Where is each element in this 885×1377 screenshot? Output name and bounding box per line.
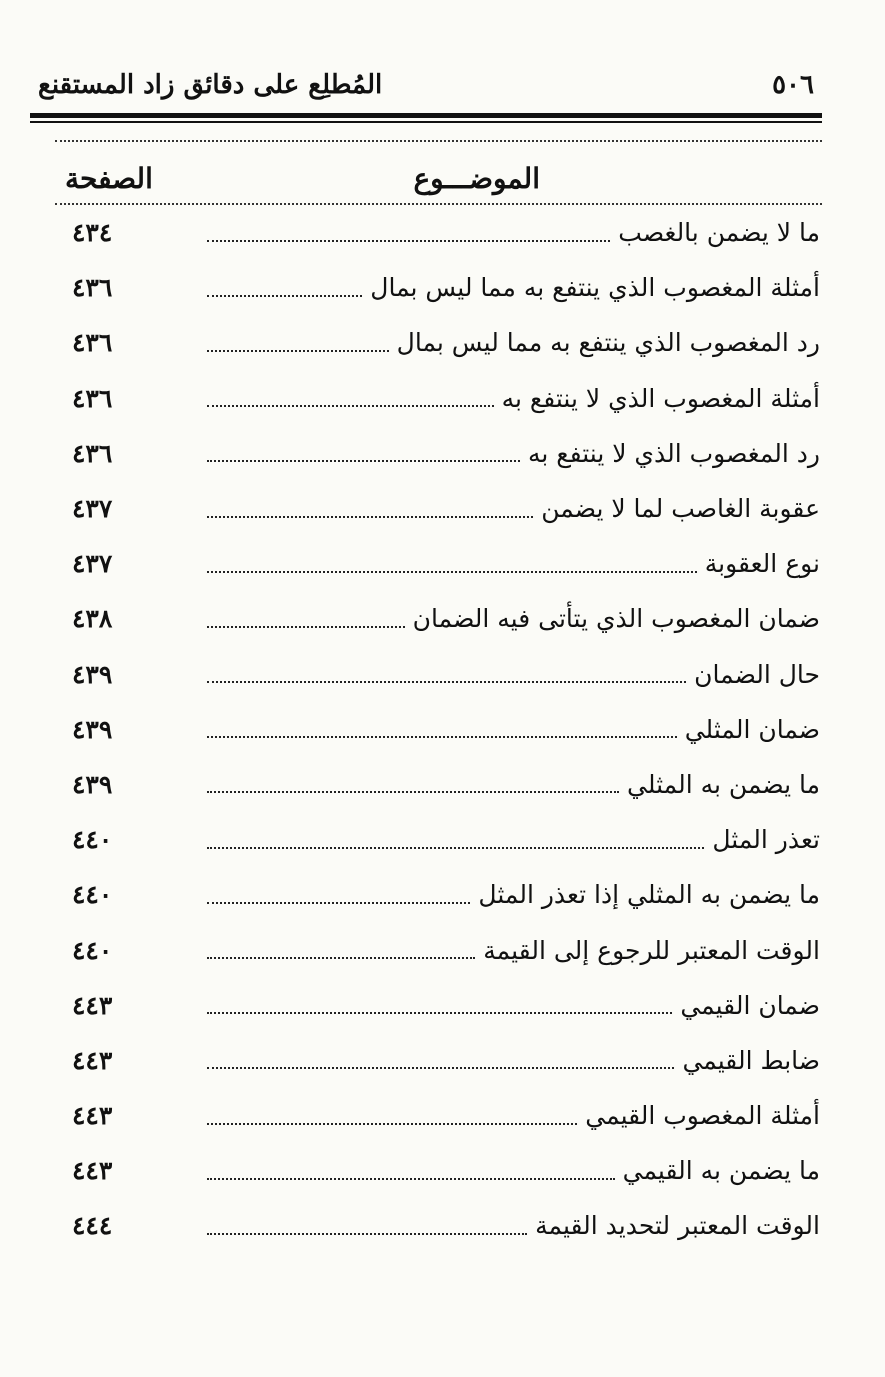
toc-entry-page-number: ٤٤٣ bbox=[72, 1156, 113, 1186]
toc-entry-page-number: ٤٤٠ bbox=[72, 825, 113, 855]
toc-entry-topic: الوقت المعتبر للرجوع إلى القيمة bbox=[483, 935, 820, 965]
toc-entry-page-number: ٤٣٦ bbox=[72, 328, 113, 358]
toc-entry-leader-dots bbox=[207, 1233, 527, 1235]
toc-entry-topic: رد المغصوب الذي لا ينتفع به bbox=[527, 438, 820, 468]
toc-entry-leader-dots bbox=[207, 902, 470, 904]
toc-entry-leader-dots bbox=[207, 571, 697, 573]
toc-entry-leader-dots bbox=[207, 847, 704, 849]
toc-entry-leader-dots bbox=[207, 626, 405, 628]
column-heading-page: الصفحة bbox=[65, 162, 153, 195]
toc-entry-topic: حال الضمان bbox=[694, 659, 820, 689]
toc-entry bbox=[70, 315, 820, 370]
toc-entry-leader-dots bbox=[207, 1178, 615, 1180]
toc-entry-leader-dots bbox=[207, 405, 494, 407]
toc-entry-page-number: ٤٤٠ bbox=[72, 880, 113, 910]
toc-entry-leader-dots bbox=[207, 681, 686, 683]
toc-entry-topic: عقوبة الغاصب لما لا يضمن bbox=[541, 494, 820, 524]
header-page-number: ٥٠٦ bbox=[772, 70, 814, 100]
toc-entry-leader-dots bbox=[207, 791, 619, 793]
toc-entry-leader-dots bbox=[207, 1012, 672, 1014]
toc-entry-page-number: ٤٣٩ bbox=[72, 659, 113, 689]
toc-entry-page-number: ٤٣٧ bbox=[72, 494, 113, 524]
toc-entry-page-number: ٤٣٩ bbox=[72, 714, 113, 744]
toc-entry bbox=[70, 426, 820, 481]
toc-entry-topic: ضابط القيمي bbox=[682, 1045, 820, 1075]
toc-entry-topic: ما لا يضمن بالغصب bbox=[618, 218, 820, 248]
toc-entry bbox=[70, 1088, 820, 1143]
toc-entry-topic: ضمان المغصوب الذي يتأتى فيه الضمان bbox=[412, 604, 820, 634]
toc-entry-page-number: ٤٣٦ bbox=[72, 438, 113, 468]
toc-entry bbox=[70, 1143, 820, 1198]
toc-entry-topic: الوقت المعتبر لتحديد القيمة bbox=[535, 1211, 820, 1241]
toc-entry-topic: أمثلة المغصوب الذي ينتفع به مما ليس بمال bbox=[370, 273, 820, 303]
toc-entry-page-number: ٤٣٨ bbox=[72, 604, 113, 634]
toc-entry bbox=[70, 371, 820, 426]
header-rule-thick bbox=[30, 113, 822, 118]
toc-entry-leader-dots bbox=[207, 957, 475, 959]
toc-entry-page-number: ٤٣٩ bbox=[72, 769, 113, 799]
toc-entry-page-number: ٤٣٤ bbox=[72, 218, 113, 248]
toc-entry-topic: أمثلة المغصوب القيمي bbox=[585, 1101, 820, 1131]
column-heading-topic: الموضـــوع bbox=[413, 162, 540, 195]
toc-entry bbox=[70, 647, 820, 702]
toc-entry-leader-dots bbox=[207, 516, 533, 518]
toc-entry bbox=[70, 1033, 820, 1088]
toc-entry-topic: نوع العقوبة bbox=[704, 549, 820, 579]
toc-entry-topic: ضمان القيمي bbox=[680, 990, 820, 1020]
toc-entry-page-number: ٤٤٣ bbox=[72, 990, 113, 1020]
toc-entry bbox=[70, 591, 820, 646]
toc-entry-page-number: ٤٣٦ bbox=[72, 273, 113, 303]
toc-entry-topic: أمثلة المغصوب الذي لا ينتفع به bbox=[501, 383, 820, 413]
toc-entry bbox=[70, 757, 820, 812]
toc-entry bbox=[70, 536, 820, 591]
toc-entry-topic: ما يضمن به القيمي bbox=[622, 1156, 820, 1186]
toc-entry-page-number: ٤٤٠ bbox=[72, 935, 113, 965]
toc-entry-leader-dots bbox=[207, 350, 389, 352]
toc-entry-page-number: ٤٤٤ bbox=[72, 1211, 113, 1241]
toc-entry-page-number: ٤٤٣ bbox=[72, 1101, 113, 1131]
toc-entry-leader-dots bbox=[207, 736, 677, 738]
toc-entry-topic: ما يضمن به المثلي bbox=[626, 769, 820, 799]
toc-entry-page-number: ٤٣٦ bbox=[72, 383, 113, 413]
toc-entry bbox=[70, 978, 820, 1033]
toc-entry bbox=[70, 205, 820, 260]
toc-entry-page-number: ٤٤٣ bbox=[72, 1045, 113, 1075]
toc-entry bbox=[70, 702, 820, 757]
toc-entry-leader-dots bbox=[207, 460, 520, 462]
toc-entry-topic: ما يضمن به المثلي إذا تعذر المثل bbox=[478, 880, 820, 910]
toc-entry bbox=[70, 481, 820, 536]
toc-entry bbox=[70, 922, 820, 977]
toc-entry-leader-dots bbox=[207, 1123, 577, 1125]
header-rule-thin bbox=[30, 121, 822, 123]
running-header bbox=[30, 68, 822, 108]
toc-entry-topic: تعذر المثل bbox=[712, 825, 820, 855]
toc-entry bbox=[70, 867, 820, 922]
toc-entry-topic: رد المغصوب الذي ينتفع به مما ليس بمال bbox=[396, 328, 820, 358]
columns-top-divider bbox=[55, 140, 822, 142]
toc-entry-leader-dots bbox=[207, 295, 362, 297]
toc-entry-leader-dots bbox=[207, 1067, 674, 1069]
toc-entry bbox=[70, 1198, 820, 1253]
toc-entry-leader-dots bbox=[207, 240, 610, 242]
toc-entry bbox=[70, 260, 820, 315]
toc-entry-topic: ضمان المثلي bbox=[684, 714, 820, 744]
toc-entry-page-number: ٤٣٧ bbox=[72, 549, 113, 579]
header-book-title: المُطلِع على دقائق زاد المستقنع bbox=[38, 70, 383, 100]
table-of-contents bbox=[70, 205, 820, 1254]
toc-entry bbox=[70, 812, 820, 867]
